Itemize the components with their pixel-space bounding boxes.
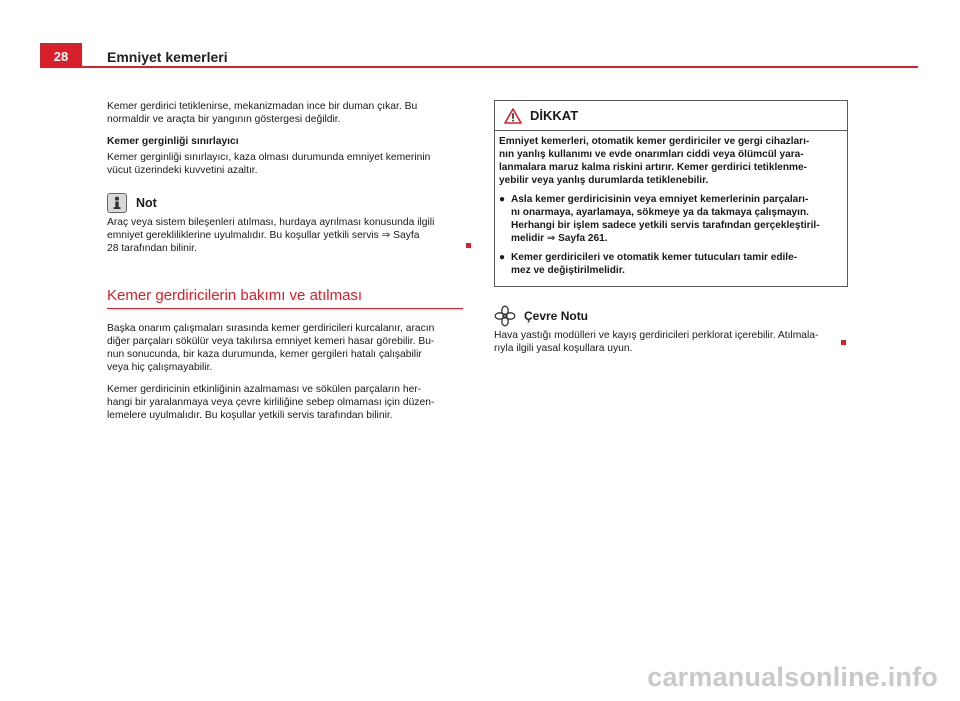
end-marker <box>841 340 846 345</box>
warning-box <box>494 100 848 287</box>
note-title: Not <box>136 195 157 210</box>
bullet-marker: ● <box>499 252 506 263</box>
environment-flower-icon <box>494 305 516 327</box>
warning-bullet-1-text: Asla kemer gerdiricisinin veya emniyet kemerlerinin parçaları- nı onarmaya, ayarlamaya, sökmeye ya da takmaya çalışmayın. Herhangi bir işlem sadece yetkili servis tarafından gerçekleştiril- melidir ⇒ Sayfa 261. <box>511 194 820 244</box>
limiter-subheading: Kemer gerginliği sınırlayıcı <box>107 136 239 147</box>
warning-header <box>495 101 847 131</box>
environment-title: Çevre Notu <box>524 308 589 323</box>
warning-triangle-icon <box>504 108 522 124</box>
page-title: Emniyet kemerleri <box>107 49 228 65</box>
warning-body <box>495 131 847 286</box>
info-note-icon <box>107 193 127 213</box>
note-text: Araç veya sistem bileşenleri atılması, hurdaya ayrılması konusunda ilgili emniyet gerekliliklerine uyulmalıdır. Bu koşullar yetkili servis ⇒ Sayfa 28 tarafından bilinir. <box>107 217 435 254</box>
warning-bullet-1 <box>499 193 843 245</box>
section-paragraph-2: Kemer gerdiricinin etkinliğinin azalmaması ve sökülen parçaların her- hangi bir yaralanmaya veya çevre kirliliğine sebep olmaması için düzen- lemelere uyulmalıdır. Bu koşullar yetkili servis tarafından bilinir. <box>107 384 435 421</box>
right-column <box>494 100 848 364</box>
end-marker <box>466 243 471 248</box>
section-heading: Kemer gerdiricilerin bakımı ve atılması <box>107 289 463 309</box>
header-rule <box>40 66 918 68</box>
environment-header <box>494 305 848 327</box>
warning-title: DİKKAT <box>530 108 579 123</box>
intro-paragraph: Kemer gerdirici tetiklenirse, mekanizmadan ince bir duman çıkar. Bu normaldir ve araçta bir yangının göstergesi değildir. <box>107 101 418 125</box>
environment-body <box>494 329 848 355</box>
note-header <box>107 193 463 213</box>
limiter-paragraph: Kemer gerginliği sınırlayıcı, kaza olması durumunda emniyet kemerinin vücut üzerindeki kuvvetini azaltır. <box>107 152 431 176</box>
page-number-box: 28 <box>40 43 82 68</box>
warning-bullet-2 <box>499 251 843 277</box>
watermark: carmanualsonline.info <box>647 662 938 692</box>
note-body <box>107 216 463 255</box>
section-paragraph-1: Başka onarım çalışmaları sırasında kemer gerdiricileri kurcalanır, aracın diğer parçaları sökülür veya takılırsa emniyet kemeri hasar görebilir. Bu- nun sonucunda, bir kaza durumunda, kemer gergileri hatalı çalışabilir veya hiç çalışmayabilir. <box>107 323 435 373</box>
warning-paragraph: Emniyet kemerleri, otomatik kemer gerdiriciler ve gergi cihazları- nın yanlış kullanımı ve evde onarımları ciddi veya ölümcül yara- lanmalara maruz kalma riskini artırır. Kemer gerdirici tetiklenme- yebilir veya yanlış durumlarda tetiklenebilir. <box>499 136 810 186</box>
left-column <box>107 100 463 431</box>
bullet-marker: ● <box>499 194 506 205</box>
environment-text: Hava yastığı modülleri ve kayış gerdiricileri perklorat içerebilir. Atılmala- rıyla ilgili yasal koşullara uyun. <box>494 330 819 354</box>
warning-bullet-2-text: Kemer gerdiricileri ve otomatik kemer tutucuları tamir edile- mez ve değiştirilmelidir. <box>511 252 798 276</box>
